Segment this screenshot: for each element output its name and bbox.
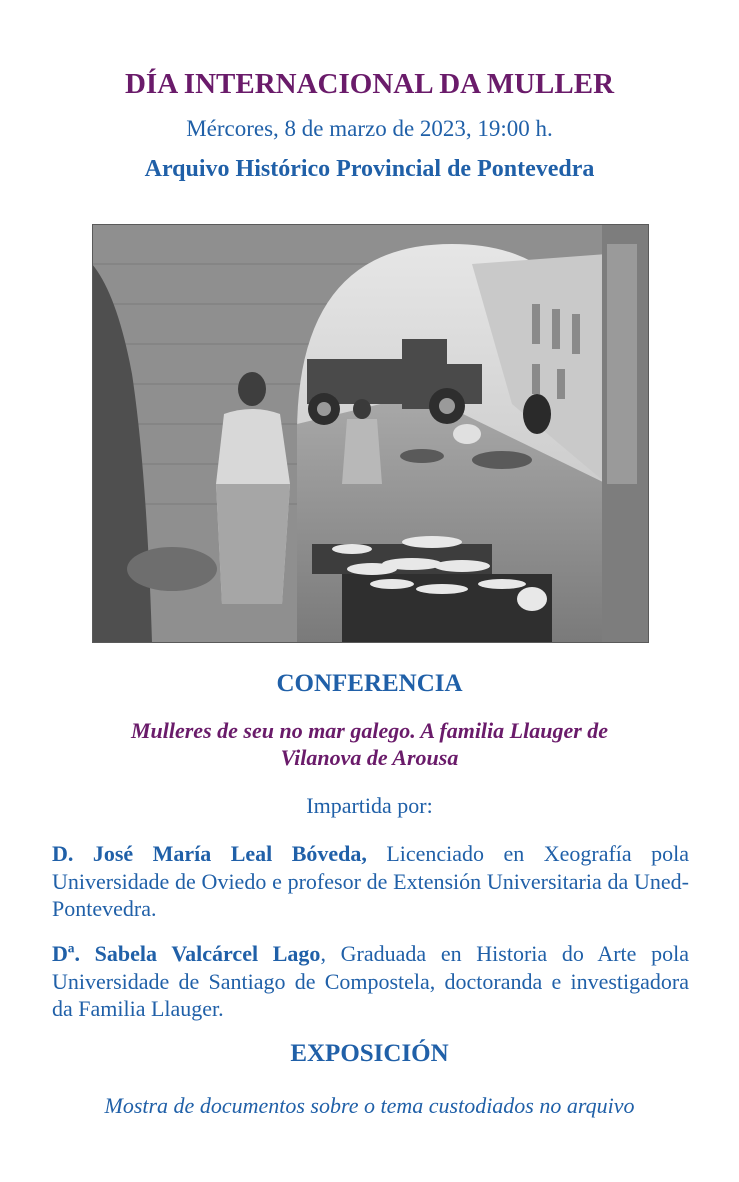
talk-title: Mulleres de seu no mar galego. A familia Llauger de Vilanova de Arousa: [130, 718, 609, 770]
speaker-name-2: Dª. Sabela Valcárcel Lago: [52, 941, 321, 966]
exhibition-description: Mostra de documentos sobre o tema custodiados no arquivo: [104, 1093, 635, 1118]
event-venue: Arquivo Histórico Provincial de Pontevedra: [144, 156, 595, 182]
conference-heading: CONFERENCIA: [276, 670, 463, 697]
speaker-bio-2: [52, 940, 689, 1023]
event-title: DÍA INTERNACIONAL DA MULLER: [124, 68, 615, 100]
speaker-description-1: Licenciado en Xeografía pola Universidade de Oviedo e profesor de Extensión Universitaria da Uned-Pontevedra.: [52, 841, 689, 921]
event-datetime: Mércores, 8 de marzo de 2023, 19:00 h.: [186, 116, 553, 141]
exhibition-heading: EXPOSICIÓN: [290, 1040, 449, 1067]
speaker-description-2: , Graduada en Historia do Arte pola Universidade de Santiago de Compostela, doctoranda e investigadora da Familia Llauger.: [52, 941, 689, 1021]
presented-by-label: Impartida por:: [306, 793, 433, 818]
speaker-bio-1: [52, 840, 689, 923]
speaker-name-1: D. José María Leal Bóveda,: [52, 841, 367, 866]
historic-fish-market-photo: [92, 224, 649, 643]
